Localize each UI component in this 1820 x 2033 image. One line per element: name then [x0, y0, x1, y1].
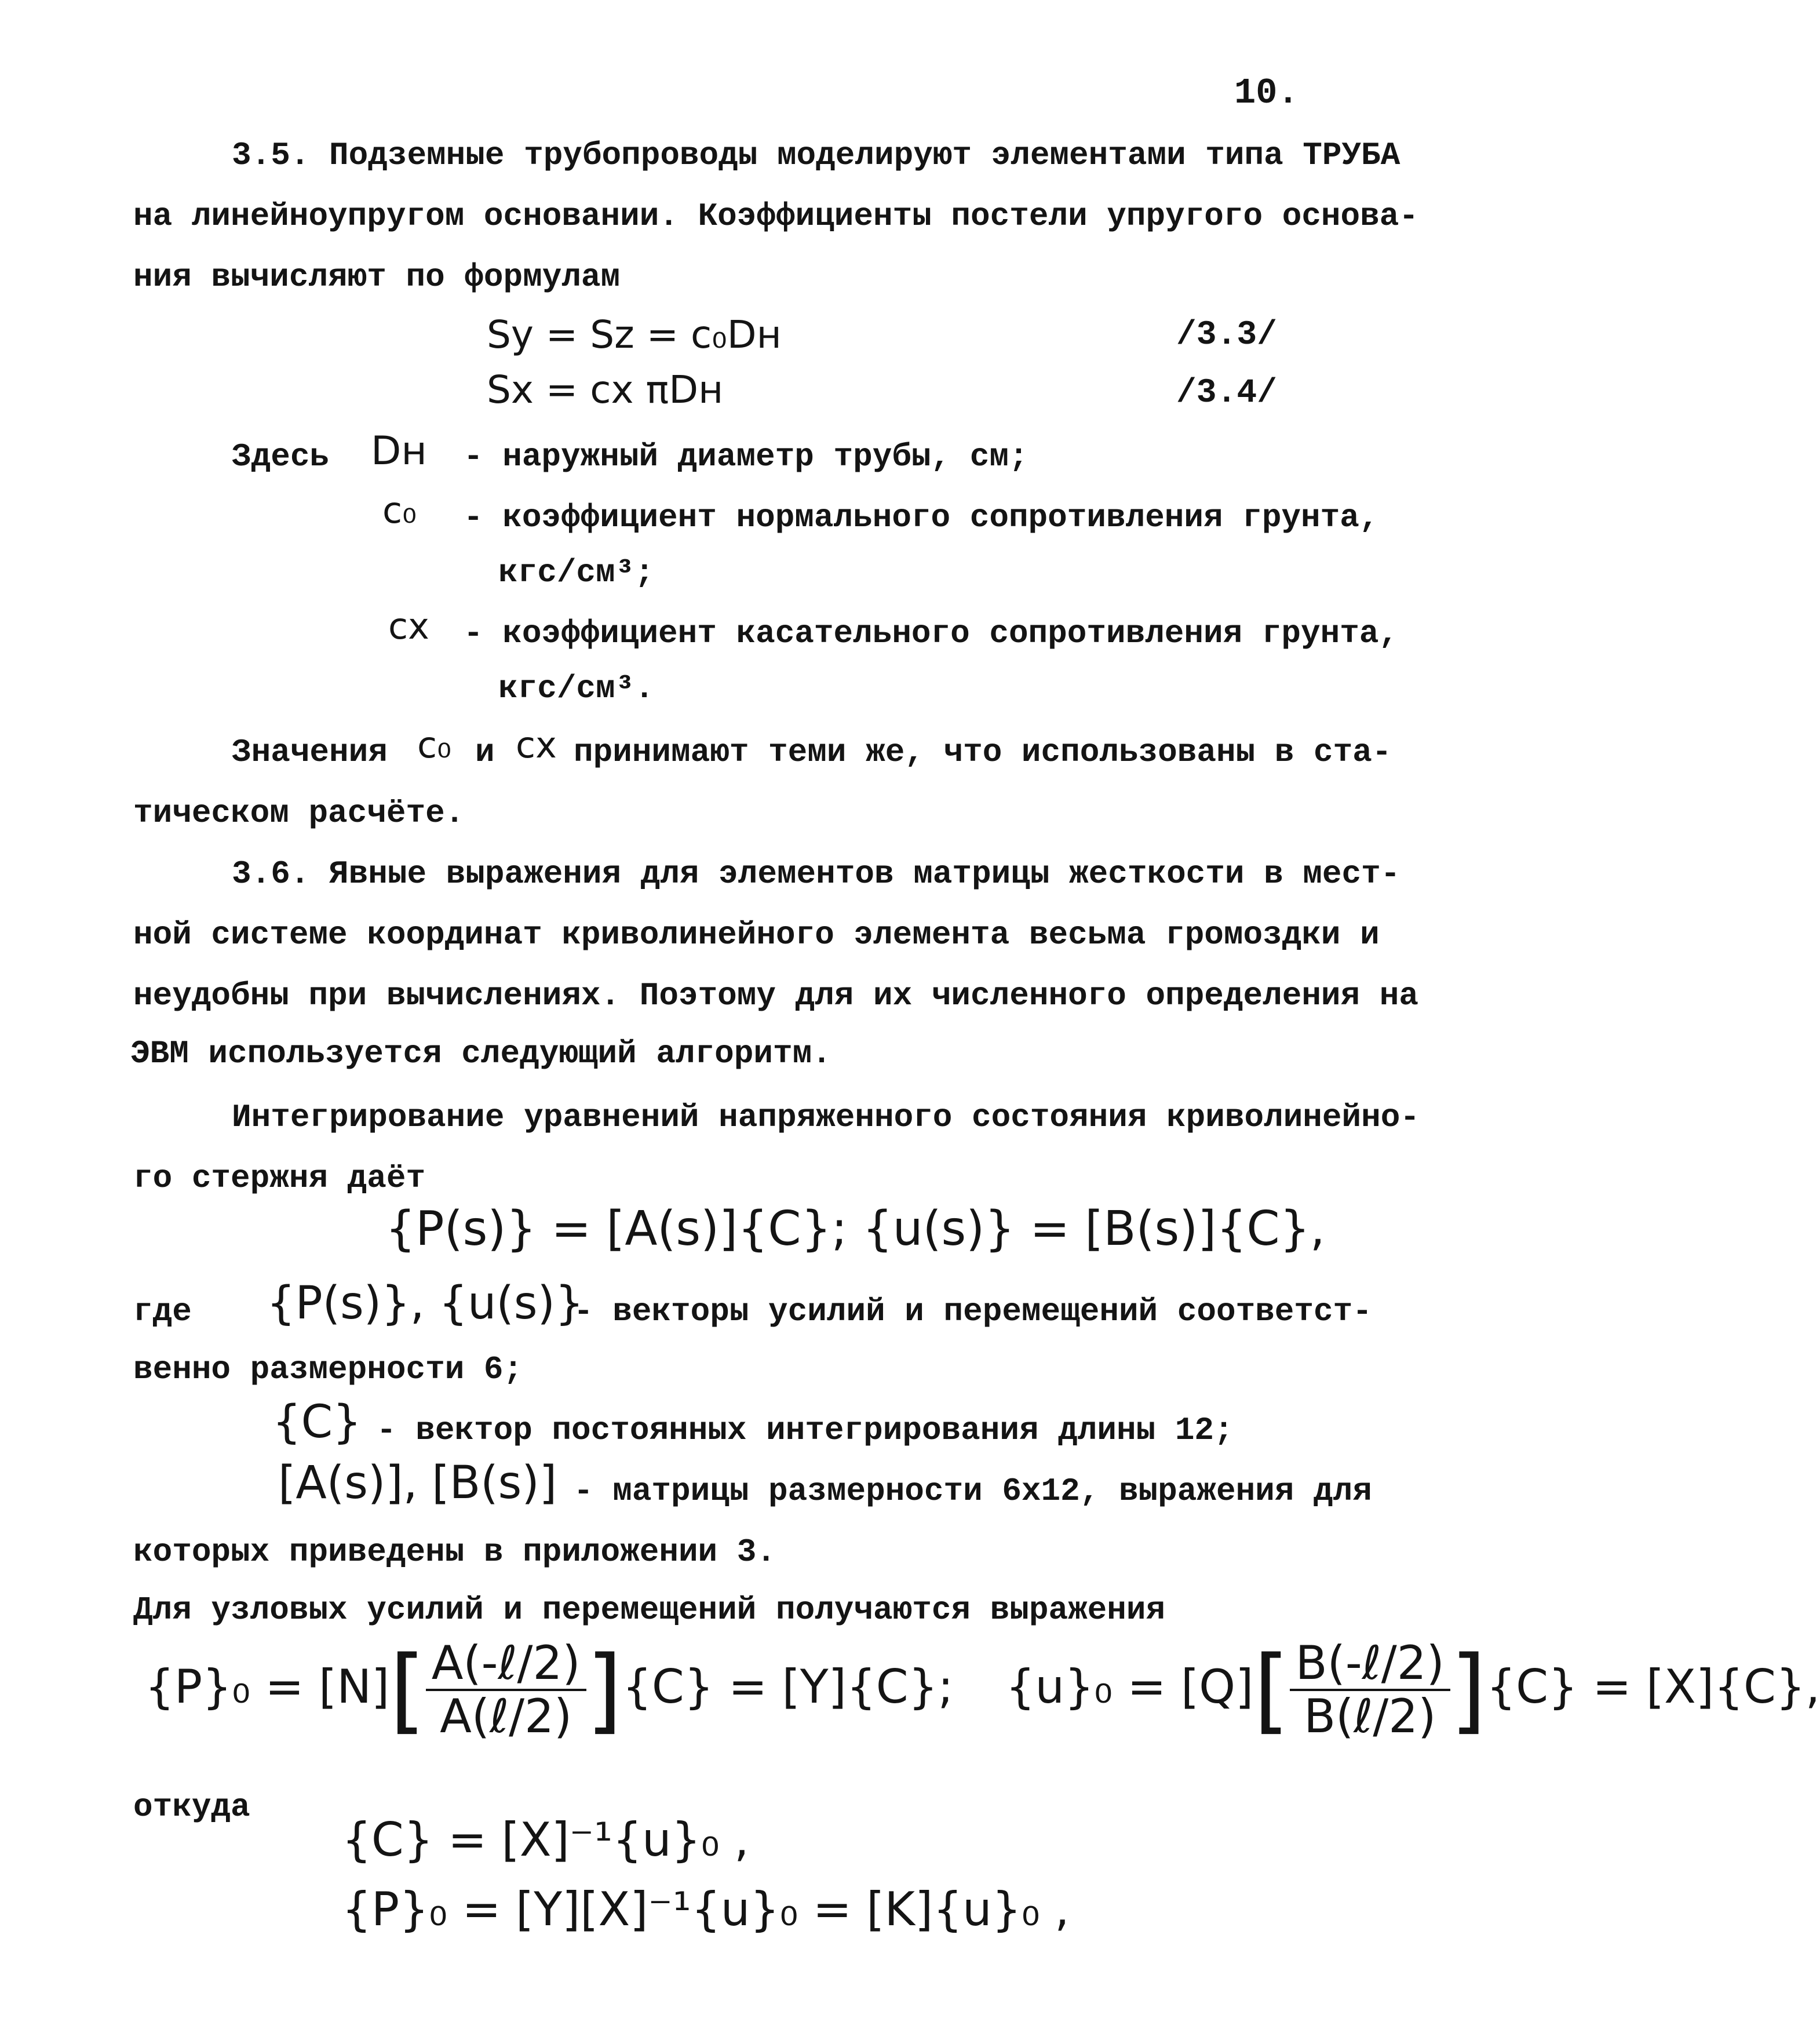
d-symbol: Dн — [371, 428, 427, 474]
integ-line-2: го стержня даёт — [133, 1160, 426, 1197]
values-and: и — [475, 734, 495, 771]
d-definition: - наружный диаметр трубы, см; — [464, 438, 1028, 475]
bracket-close-2: ] — [1450, 1635, 1487, 1744]
vector-definition-2: венно размерности 6; — [133, 1351, 523, 1388]
bracket-open-2: [ — [1253, 1635, 1290, 1744]
nodal-intro: Для узловых усилий и перемещений получаются выражения — [133, 1591, 1166, 1628]
vector-symbols: {P(s)}, {u(s)} — [267, 1277, 584, 1329]
bracket-close-1: ] — [586, 1635, 623, 1744]
nodal-left-fraction — [426, 1636, 586, 1743]
equation-3-3-label: /3.3/ — [1176, 316, 1278, 354]
cx-symbol: cx — [388, 605, 429, 647]
c0-unit: кгс/см³; — [498, 554, 654, 591]
nodal-left-rhs: {C} = [Y]{C}; — [622, 1659, 954, 1714]
p35-line-3: ния вычисляют по формулам — [133, 258, 621, 296]
p36-line-1: 3.6. Явные выражения для элементов матрицы жесткости в мест- — [232, 855, 1400, 892]
nodal-right-denominator: B(ℓ/2) — [1304, 1689, 1436, 1743]
equation-3-3: Sy = Sz = c₀Dн — [487, 312, 782, 357]
c-vector-symbol: {C} — [272, 1396, 362, 1448]
c-vector-definition: - вектор постоянных интегрирования длины 12; — [377, 1412, 1234, 1449]
values-rest: принимают теми же, что использованы в ста- — [574, 734, 1392, 771]
where-word: где — [133, 1293, 192, 1330]
here-word: Здесь — [232, 438, 330, 475]
equation-3-4-label: /3.4/ — [1176, 374, 1278, 412]
nodal-right-numerator: B(-ℓ/2) — [1290, 1640, 1450, 1691]
ab-matrix-definition-2: которых приведены в приложении 3. — [133, 1533, 776, 1571]
nodal-equations — [145, 1635, 1820, 1744]
ab-matrix-symbols: [A(s)], [B(s)] — [278, 1457, 557, 1509]
values-line-2: тическом расчёте. — [133, 795, 465, 832]
cx-unit: кгс/см³. — [498, 670, 654, 707]
cx-definition: - коэффициент касательного сопротивления грунта, — [464, 615, 1399, 652]
whence-equation-1: {C} = [X]⁻¹{u}₀ , — [342, 1813, 749, 1867]
nodal-left-lhs: {P}₀ = [N] — [145, 1659, 390, 1714]
page-number: 10. — [1234, 72, 1299, 114]
whence-word: откуда — [133, 1788, 250, 1826]
p36-line-4: ЭВМ используется следующий алгоритм. — [130, 1035, 831, 1072]
whence-equation-2: {P}₀ = [Y][X]⁻¹{u}₀ = [K]{u}₀ , — [342, 1882, 1070, 1936]
nodal-right-lhs: {u}₀ = [Q] — [1005, 1659, 1254, 1714]
p36-line-3: неудобны при вычислениях. Поэтому для их численного определения на — [133, 977, 1418, 1014]
values-lead: Значения — [232, 734, 388, 771]
equation-3-4: Sx = cx πDн — [487, 367, 724, 412]
p35-line-1: 3.5. Подземные трубопроводы моделируют элементами типа ТРУБА — [232, 137, 1400, 174]
nodal-right-rhs: {C} = [X]{C}, — [1486, 1659, 1820, 1714]
values-cx: cx — [516, 724, 557, 766]
nodal-left-numerator: A(-ℓ/2) — [426, 1640, 586, 1691]
c0-symbol: c₀ — [382, 489, 417, 531]
integration-equation: {P(s)} = [A(s)]{C}; {u(s)} = [B(s)]{C}, — [385, 1201, 1325, 1256]
values-c0: c₀ — [417, 724, 451, 766]
vector-definition: - векторы усилий и перемещений соответст- — [574, 1293, 1372, 1330]
p35-line-2: на линейноупругом основании. Коэффициенты постели упругого основа- — [133, 198, 1418, 235]
c0-definition: - коэффициент нормального сопротивления грунта, — [464, 499, 1379, 536]
nodal-left-denominator: A(ℓ/2) — [440, 1689, 572, 1743]
bracket-open-1: [ — [389, 1635, 426, 1744]
integ-line-1: Интегрирование уравнений напряженного состояния криволинейно- — [232, 1099, 1420, 1136]
ab-matrix-definition: - матрицы размерности 6x12, выражения для — [574, 1473, 1372, 1510]
p36-line-2: ной системе координат криволинейного элемента весьма громоздки и — [133, 916, 1380, 953]
nodal-right-fraction — [1290, 1636, 1450, 1743]
